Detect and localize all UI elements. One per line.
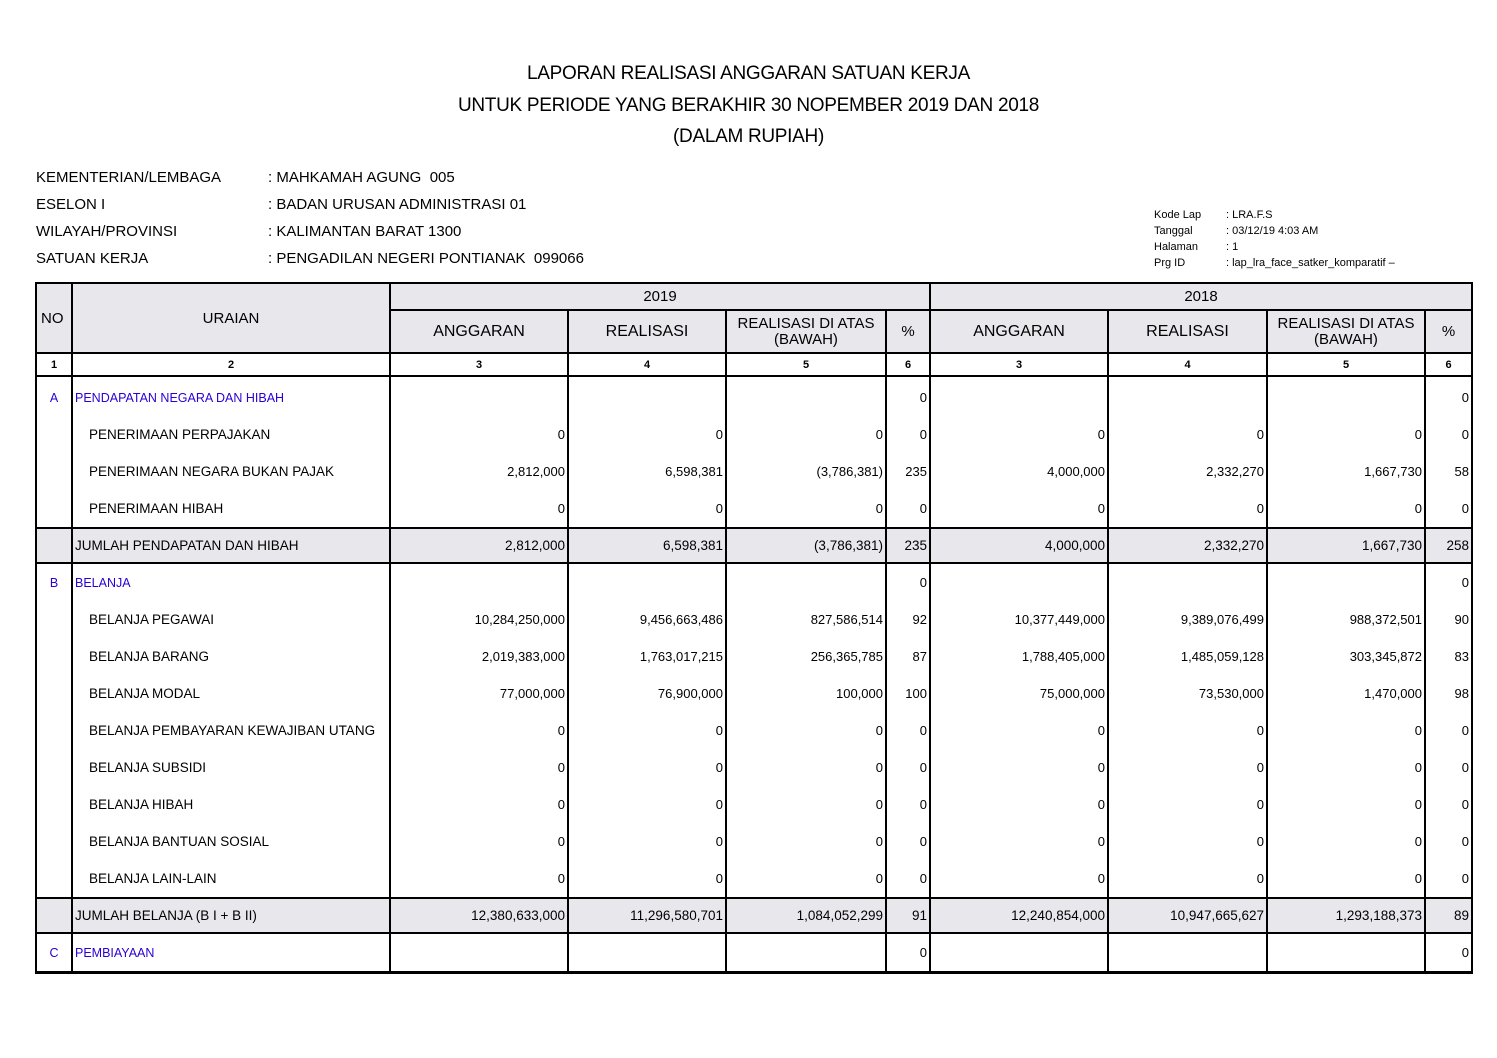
realisasi-2019-cell: 0 [568, 490, 726, 528]
table-body [36, 353, 1472, 973]
persen-2019-cell: 87 [886, 638, 930, 675]
realisasi-2018-cell: 0 [1108, 786, 1267, 823]
persen-2019-cell: 0 [886, 416, 930, 453]
col-number: 1 [36, 353, 72, 376]
row-no [36, 898, 72, 933]
table-row [36, 712, 1472, 749]
col-number: 4 [1108, 353, 1267, 376]
anggaran-2019-cell: 10,284,250,000 [390, 601, 568, 638]
col-header-realisasi-2019: REALISASI [568, 310, 726, 353]
persen-2019-cell: 0 [886, 860, 930, 898]
selisih-2019-cell: 0 [726, 712, 886, 749]
persen-2018-cell: 98 [1425, 675, 1472, 712]
selisih-2018-cell: 1,470,000 [1267, 675, 1425, 712]
persen-2019-cell: 0 [886, 712, 930, 749]
anggaran-2018-cell: 12,240,854,000 [930, 898, 1108, 933]
table-row [36, 675, 1472, 712]
anggaran-2018-cell: 0 [930, 712, 1108, 749]
persen-2019-cell: 0 [886, 749, 930, 786]
table-row [36, 823, 1472, 860]
col-number: 6 [1425, 353, 1472, 376]
meta-label: KEMENTERIAN/LEMBAGA [36, 169, 222, 186]
persen-2019-cell: 0 [886, 490, 930, 528]
persen-2018-cell: 0 [1425, 376, 1472, 416]
selisih-2019-cell: (3,786,381) [726, 528, 886, 563]
anggaran-2019-cell: 0 [390, 823, 568, 860]
realisasi-2019-cell: 6,598,381 [568, 528, 726, 563]
row-uraian: BELANJA MODAL [72, 675, 390, 712]
realisasi-2018-cell: 0 [1108, 860, 1267, 898]
selisih-2018-cell: 1,667,730 [1267, 528, 1425, 563]
meta-row-kementerian [36, 164, 584, 191]
realisasi-2019-cell: 76,900,000 [568, 675, 726, 712]
persen-2018-cell: 0 [1425, 860, 1472, 898]
row-uraian: BELANJA PEMBAYARAN KEWAJIBAN UTANG [72, 712, 390, 749]
table-row [36, 453, 1472, 490]
report-info [1154, 207, 1395, 271]
anggaran-2019-cell: 0 [390, 416, 568, 453]
report-title: LAPORAN REALISASI ANGGARAN SATUAN KERJA [526, 63, 971, 84]
row-no [36, 638, 72, 675]
row-no [36, 675, 72, 712]
selisih-2019-cell [726, 933, 886, 973]
persen-2018-cell: 0 [1425, 563, 1472, 601]
realisasi-2019-cell: 0 [568, 712, 726, 749]
persen-2019-cell: 91 [886, 898, 930, 933]
selisih-2019-cell: 827,586,514 [726, 601, 886, 638]
anggaran-2019-cell: 77,000,000 [390, 675, 568, 712]
anggaran-2018-cell: 10,377,449,000 [930, 601, 1108, 638]
section-row [36, 563, 1472, 601]
header-row-years [36, 283, 1472, 310]
row-no: B [36, 563, 72, 601]
persen-2018-cell: 90 [1425, 601, 1472, 638]
col-number: 2 [72, 353, 390, 376]
anggaran-2018-cell [930, 376, 1108, 416]
col-header-selisih-2019 [726, 310, 886, 353]
persen-2019-cell: 235 [886, 528, 930, 563]
col-header-pct-2019: % [886, 310, 930, 353]
table-row [36, 601, 1472, 638]
selisih-2019-cell: 0 [726, 490, 886, 528]
row-no [36, 528, 72, 563]
anggaran-2018-cell: 0 [930, 490, 1108, 528]
anggaran-2018-cell: 0 [930, 749, 1108, 786]
realisasi-2018-cell [1108, 563, 1267, 601]
persen-2019-cell: 0 [886, 933, 930, 973]
anggaran-2018-cell: 1,788,405,000 [930, 638, 1108, 675]
row-no [36, 823, 72, 860]
col-number: 5 [726, 353, 886, 376]
anggaran-2019-cell: 0 [390, 749, 568, 786]
row-uraian: BELANJA [72, 563, 390, 601]
info-value: : 1 [1226, 241, 1239, 253]
realisasi-2019-cell: 6,598,381 [568, 453, 726, 490]
realisasi-2019-cell: 0 [568, 749, 726, 786]
row-uraian: BELANJA BANTUAN SOSIAL [72, 823, 390, 860]
anggaran-2018-cell [930, 563, 1108, 601]
selisih-2019-cell: 0 [726, 860, 886, 898]
info-label: Halaman [1154, 241, 1199, 253]
col-number: 4 [568, 353, 726, 376]
table-row [36, 490, 1472, 528]
selisih-2018-cell: 0 [1267, 786, 1425, 823]
realisasi-2018-cell [1108, 933, 1267, 973]
col-number: 5 [1267, 353, 1425, 376]
header-line: REALISASI DI ATAS [1277, 314, 1415, 332]
anggaran-2018-cell: 0 [930, 416, 1108, 453]
anggaran-2018-cell: 4,000,000 [930, 453, 1108, 490]
row-no: C [36, 933, 72, 973]
meta-row-wilayah [36, 218, 584, 245]
info-row-tanggal [1154, 223, 1395, 239]
realisasi-2018-cell: 2,332,270 [1108, 453, 1267, 490]
col-header-2018: 2018 [930, 283, 1472, 310]
row-no [36, 786, 72, 823]
table-row [36, 860, 1472, 898]
realisasi-2019-cell: 0 [568, 860, 726, 898]
anggaran-2019-cell [390, 563, 568, 601]
row-no [36, 416, 72, 453]
info-row-prg-id [1154, 255, 1395, 271]
row-uraian: PENERIMAAN NEGARA BUKAN PAJAK [72, 453, 390, 490]
selisih-2019-cell: 1,084,052,299 [726, 898, 886, 933]
column-number-row [36, 353, 1472, 376]
info-row-halaman [1154, 239, 1395, 255]
realisasi-2018-cell: 73,530,000 [1108, 675, 1267, 712]
row-uraian: BELANJA HIBAH [72, 786, 390, 823]
row-no [36, 490, 72, 528]
realisasi-2019-cell: 1,763,017,215 [568, 638, 726, 675]
row-uraian: PENERIMAAN PERPAJAKAN [72, 416, 390, 453]
anggaran-2019-cell: 2,812,000 [390, 528, 568, 563]
realisasi-2018-cell: 0 [1108, 490, 1267, 528]
total-row [36, 528, 1472, 563]
persen-2018-cell: 0 [1425, 786, 1472, 823]
anggaran-2019-cell: 0 [390, 490, 568, 528]
section-row [36, 933, 1472, 973]
realisasi-2018-cell: 1,485,059,128 [1108, 638, 1267, 675]
selisih-2019-cell [726, 563, 886, 601]
persen-2019-cell: 0 [886, 823, 930, 860]
realisasi-2019-cell: 0 [568, 823, 726, 860]
meta-row-satker [36, 245, 584, 272]
realisasi-2019-cell [568, 376, 726, 416]
selisih-2019-cell: (3,786,381) [726, 453, 886, 490]
realisasi-2019-cell: 0 [568, 786, 726, 823]
selisih-2018-cell: 0 [1267, 823, 1425, 860]
row-uraian: JUMLAH PENDAPATAN DAN HIBAH [72, 528, 390, 563]
realisasi-2018-cell: 0 [1108, 712, 1267, 749]
info-value: : 03/12/19 4:03 AM [1226, 225, 1319, 237]
realisasi-2019-cell: 11,296,580,701 [568, 898, 726, 933]
col-header-anggaran-2019: ANGGARAN [390, 310, 568, 353]
selisih-2019-cell: 256,365,785 [726, 638, 886, 675]
selisih-2019-cell [726, 376, 886, 416]
col-header-realisasi-2018: REALISASI [1108, 310, 1267, 353]
info-label: Kode Lap [1154, 209, 1202, 221]
realisasi-2019-cell [568, 563, 726, 601]
anggaran-2019-cell: 0 [390, 860, 568, 898]
anggaran-2018-cell: 0 [930, 786, 1108, 823]
selisih-2018-cell: 0 [1267, 860, 1425, 898]
row-uraian: BELANJA SUBSIDI [72, 749, 390, 786]
anggaran-2018-cell [930, 933, 1108, 973]
meta-value: : KALIMANTAN BARAT 1300 [268, 223, 462, 240]
realisasi-2018-cell: 9,389,076,499 [1108, 601, 1267, 638]
info-label: Tanggal [1154, 225, 1193, 237]
col-header-anggaran-2018: ANGGARAN [930, 310, 1108, 353]
report-period: UNTUK PERIODE YANG BERAKHIR 30 NOPEMBER 2019 DAN 2018 [457, 95, 1040, 116]
anggaran-2018-cell: 0 [930, 823, 1108, 860]
selisih-2018-cell: 0 [1267, 749, 1425, 786]
meta-value: : MAHKAMAH AGUNG 005 [268, 169, 455, 186]
meta-label: WILAYAH/PROVINSI [36, 223, 178, 240]
row-uraian: BELANJA LAIN-LAIN [72, 860, 390, 898]
section-row [36, 376, 1472, 416]
row-no: A [36, 376, 72, 416]
selisih-2018-cell: 1,293,188,373 [1267, 898, 1425, 933]
realisasi-2018-cell: 0 [1108, 749, 1267, 786]
selisih-2018-cell: 1,667,730 [1267, 453, 1425, 490]
col-header-uraian: URAIAN [72, 283, 390, 353]
budget-realization-table [35, 282, 1473, 974]
meta-label: ESELON I [36, 196, 106, 213]
meta-label: SATUAN KERJA [36, 250, 149, 267]
meta-value: : PENGADILAN NEGERI PONTIANAK 099066 [268, 250, 584, 267]
anggaran-2019-cell: 0 [390, 712, 568, 749]
persen-2019-cell: 100 [886, 675, 930, 712]
selisih-2018-cell: 303,345,872 [1267, 638, 1425, 675]
col-header-selisih-2018 [1267, 310, 1425, 353]
col-number: 6 [886, 353, 930, 376]
selisih-2018-cell: 0 [1267, 416, 1425, 453]
anggaran-2019-cell: 2,812,000 [390, 453, 568, 490]
col-number: 3 [390, 353, 568, 376]
persen-2019-cell: 0 [886, 563, 930, 601]
info-label: Prg ID [1154, 257, 1186, 269]
row-uraian: PEMBIAYAAN [72, 933, 390, 973]
realisasi-2018-cell: 10,947,665,627 [1108, 898, 1267, 933]
anggaran-2019-cell: 0 [390, 786, 568, 823]
row-uraian: PENERIMAAN HIBAH [72, 490, 390, 528]
realisasi-2018-cell: 2,332,270 [1108, 528, 1267, 563]
row-no [36, 453, 72, 490]
selisih-2018-cell: 0 [1267, 712, 1425, 749]
row-no [36, 749, 72, 786]
table-row [36, 786, 1472, 823]
persen-2018-cell: 89 [1425, 898, 1472, 933]
persen-2019-cell: 235 [886, 453, 930, 490]
row-uraian: BELANJA PEGAWAI [72, 601, 390, 638]
realisasi-2018-cell [1108, 376, 1267, 416]
persen-2018-cell: 0 [1425, 416, 1472, 453]
table-row [36, 749, 1472, 786]
selisih-2019-cell: 0 [726, 786, 886, 823]
header-line: (BAWAH) [774, 330, 838, 348]
header-line: (BAWAH) [1314, 330, 1378, 348]
persen-2019-cell: 0 [886, 786, 930, 823]
realisasi-2019-cell [568, 933, 726, 973]
anggaran-2019-cell [390, 376, 568, 416]
persen-2018-cell: 83 [1425, 638, 1472, 675]
col-header-no: NO [36, 283, 72, 353]
selisih-2018-cell: 0 [1267, 490, 1425, 528]
row-no [36, 601, 72, 638]
row-uraian: PENDAPATAN NEGARA DAN HIBAH [72, 376, 390, 416]
anggaran-2019-cell: 12,380,633,000 [390, 898, 568, 933]
anggaran-2019-cell: 2,019,383,000 [390, 638, 568, 675]
realisasi-2018-cell: 0 [1108, 416, 1267, 453]
col-number: 3 [930, 353, 1108, 376]
row-uraian: BELANJA BARANG [72, 638, 390, 675]
realisasi-2018-cell: 0 [1108, 823, 1267, 860]
selisih-2018-cell [1267, 933, 1425, 973]
info-value: : LRA.F.S [1226, 209, 1273, 221]
selisih-2019-cell: 0 [726, 416, 886, 453]
realisasi-2019-cell: 9,456,663,486 [568, 601, 726, 638]
col-header-2019: 2019 [390, 283, 930, 310]
table-row [36, 416, 1472, 453]
anggaran-2018-cell: 4,000,000 [930, 528, 1108, 563]
entity-info [36, 164, 584, 272]
persen-2018-cell: 0 [1425, 823, 1472, 860]
persen-2018-cell: 0 [1425, 933, 1472, 973]
selisih-2018-cell [1267, 563, 1425, 601]
persen-2018-cell: 0 [1425, 490, 1472, 528]
header-line: REALISASI DI ATAS [737, 314, 875, 332]
col-header-pct-2018: % [1425, 310, 1472, 353]
total-row [36, 898, 1472, 933]
persen-2019-cell: 0 [886, 376, 930, 416]
table-row [36, 638, 1472, 675]
persen-2018-cell: 0 [1425, 712, 1472, 749]
selisih-2019-cell: 100,000 [726, 675, 886, 712]
persen-2018-cell: 58 [1425, 453, 1472, 490]
meta-value: : BADAN URUSAN ADMINISTRASI 01 [268, 196, 527, 213]
info-value: : lap_lra_face_satker_komparatif – [1226, 257, 1395, 269]
selisih-2018-cell [1267, 376, 1425, 416]
persen-2018-cell: 258 [1425, 528, 1472, 563]
anggaran-2018-cell: 0 [930, 860, 1108, 898]
persen-2018-cell: 0 [1425, 749, 1472, 786]
row-no [36, 712, 72, 749]
anggaran-2018-cell: 75,000,000 [930, 675, 1108, 712]
selisih-2019-cell: 0 [726, 823, 886, 860]
selisih-2019-cell: 0 [726, 749, 886, 786]
selisih-2018-cell: 988,372,501 [1267, 601, 1425, 638]
info-row-kode-lap [1154, 207, 1395, 223]
persen-2019-cell: 92 [886, 601, 930, 638]
report-currency-note: (DALAM RUPIAH) [673, 126, 824, 147]
realisasi-2019-cell: 0 [568, 416, 726, 453]
meta-row-eselon [36, 191, 584, 218]
anggaran-2019-cell [390, 933, 568, 973]
row-uraian: JUMLAH BELANJA (B I + B II) [72, 898, 390, 933]
row-no [36, 860, 72, 898]
